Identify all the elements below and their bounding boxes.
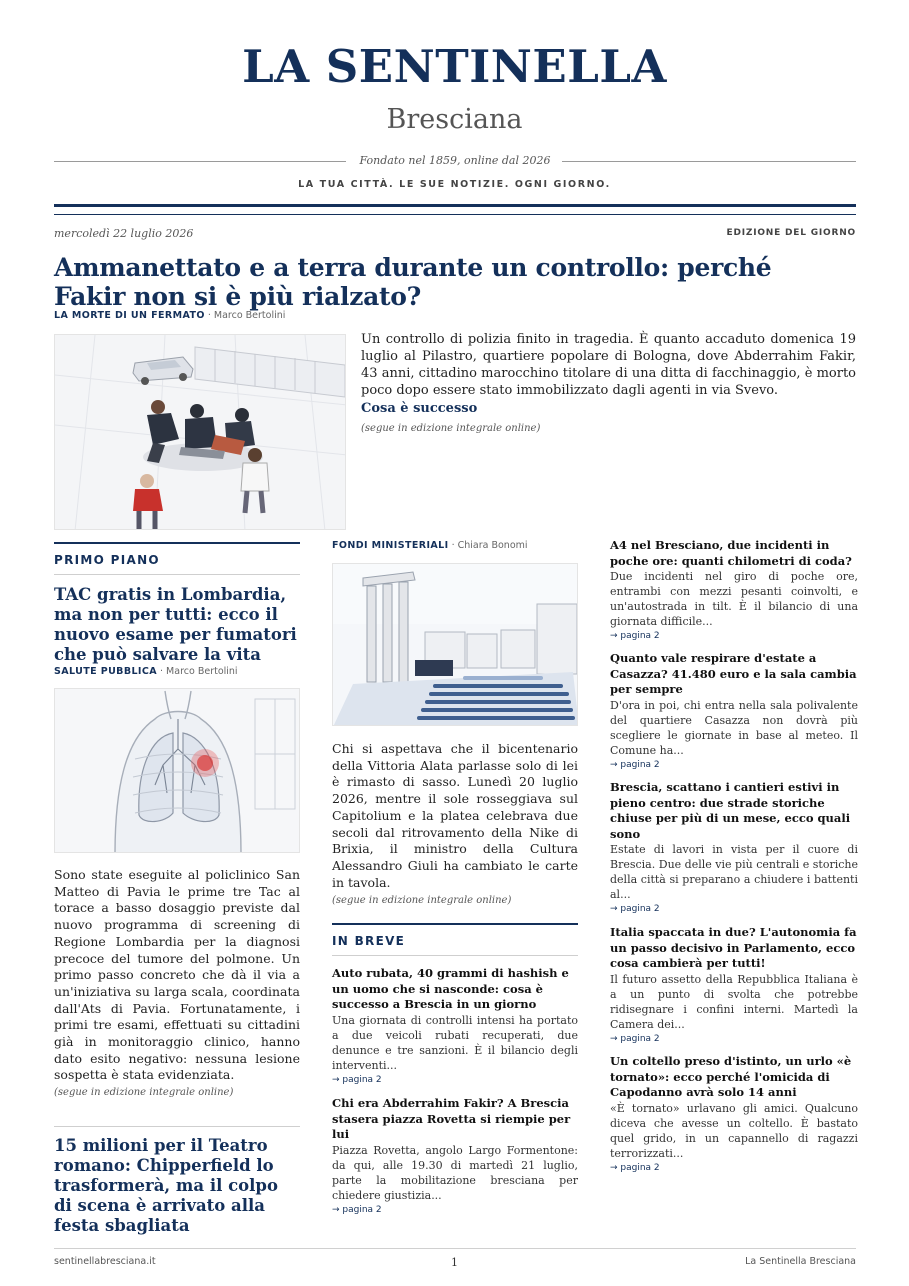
brief-item-title[interactable]: Auto rubata, 40 grammi di hashish e un uomo che si nasconde: cosa è successo a Brescia in un giorno [332, 966, 569, 1011]
fondi-body: Chi si aspettava che il bicentenario della Vittoria Alata parlasse solo di lei è rimasto di sasso. Lunedì 20 luglio 2026, mentre il sole rosseggiava sul Capitolium e la platea celebrava due secoli dal ritrovamento della Nike di Brixia, il ministro della Cultura Alessandro Giuli ha cambiato le carte in tavola. [332, 741, 578, 890]
lead-author: · Marco Bertolini [207, 310, 286, 321]
masthead-rule-thick [54, 204, 856, 207]
primo-piano-author: · Marco Bertolini [160, 666, 238, 677]
in-breve-rule-top [332, 923, 578, 925]
brief-item-page-link[interactable]: → pagina 2 [332, 1204, 382, 1215]
lead-read-more-link[interactable]: Cosa è successo [361, 401, 478, 416]
fondi-kicker: FONDI MINISTERIALI [332, 540, 449, 551]
in-breve-heading: IN BREVE [332, 934, 406, 948]
news-item-title[interactable]: Italia spaccata in due? L'autonomia fa un passo decisivo in Parlamento, ecco cosa cambierà per tutti! [610, 925, 857, 970]
primo-piano-heading: PRIMO PIANO [54, 553, 160, 567]
news-item-page-link[interactable]: → pagina 2 [610, 1162, 660, 1173]
fondi-continued-note: (segue in edizione integrale online) [332, 895, 512, 907]
lead-headline-line2: Fakir non si è più rialzato? [54, 282, 421, 311]
brief-item-text: Una giornata di controlli intensi ha portato a due veicoli rubati recuperati, due denunce e tre sanzioni. È il bilancio degli interventi... [332, 1013, 578, 1072]
news-item-title[interactable]: Quanto vale respirare d'estate a Casazza? 41.480 euro e la sala cambia per sempre [610, 651, 857, 696]
lead-article [361, 331, 856, 437]
footer-site-link[interactable]: sentinellabresciana.it [54, 1256, 156, 1267]
primo-piano-headline[interactable]: TAC gratis in Lombardia, ma non per tutti: ecco il nuovo esame per fumatori che può salvare la vita [54, 585, 297, 664]
news-item-page-link[interactable]: → pagina 2 [610, 1033, 660, 1044]
news-item-text: Due incidenti nel giro di poche ore, entrambi con mezzi pesanti coinvolti, e un'autostrada in tilt. È il bilancio di una giornata difficile... [610, 570, 858, 628]
news-item-text: Estate di lavori in vista per il cuore di Brescia. Due delle vie più centrali e storiche della città si preparano a chiudere i battenti al... [610, 843, 858, 901]
news-item[interactable] [610, 780, 858, 914]
in-breve-rule-bottom [332, 955, 578, 956]
brief-item[interactable] [332, 966, 578, 1085]
primo-piano-byline [54, 666, 238, 677]
edition-label: EDIZIONE DEL GIORNO [726, 228, 856, 238]
footer-page-number: 1 [451, 1256, 458, 1269]
news-item-title[interactable]: Un coltello preso d'istinto, un urlo «è tornato»: ecco perché l'omicida di Capodanno avrà solo 14 anni [610, 1054, 852, 1099]
primo-piano-rule-top [54, 542, 300, 544]
news-item-text: «È tornato» urlavano gli amici. Qualcuno diceva che avesse un coltello. È bastato quel grido, in un capannello di ragazzi terrorizzati... [610, 1101, 858, 1160]
news-item-page-link[interactable]: → pagina 2 [610, 904, 660, 914]
lungs-scan-illustration [55, 689, 300, 853]
lead-headline-line1: Ammanettato e a terra durante un controllo: perché [54, 253, 772, 282]
brief-item-title[interactable]: Chi era Abderrahim Fakir? A Brescia stasera piazza Rovetta si riempie per lui [332, 1096, 571, 1141]
lead-kicker: LA MORTE DI UN FERMATO [54, 310, 205, 321]
primo-piano-kicker: SALUTE PUBBLICA [54, 666, 157, 677]
primo-piano-divider [54, 1126, 300, 1127]
dateline: mercoledì 22 luglio 2026 [54, 227, 194, 240]
masthead-rule-thin [54, 214, 856, 215]
fondi-article [332, 741, 578, 910]
news-item[interactable] [610, 538, 858, 641]
lead-illustration[interactable] [54, 334, 346, 530]
news-item-page-link[interactable]: → pagina 2 [610, 631, 660, 641]
primo-piano-continued-note: (segue in edizione integrale online) [54, 1087, 234, 1099]
capitolium-ceremony-illustration [333, 564, 578, 726]
fondi-author: · Chiara Bonomi [451, 540, 528, 551]
fondi-byline [332, 540, 528, 551]
arrest-scene-illustration [55, 335, 346, 530]
news-item-text: D'ora in poi, chi entra nella sala polivalente del quartiere Casazza non dovrà più scegliere le giornate in base al meteo. Il Comune ha... [610, 698, 858, 757]
primo-piano-body: Sono state eseguite al policlinico San Matteo di Pavia le prime tre Tac al torace a basso dosaggio previste dal nuovo programma di screening di Regione Lombardia per la diagnosi precoce del tumore del polmone. Un primo passo concreto che dà il via a un'iniziativa su larga scala, coordinata dall'Ats di Pavia. Fortunatamente, i primi tre esami, effettuati su cittadini già in monitoraggio clinico, hanno dato esito negativo: nessuna lesione sospetta è stata evidenziata. [54, 867, 300, 1083]
lungs-illustration[interactable] [54, 688, 300, 853]
news-item[interactable] [610, 1054, 858, 1173]
news-item[interactable] [610, 651, 858, 770]
founded-row [54, 154, 856, 170]
brief-item-page-link[interactable]: → pagina 2 [332, 1074, 382, 1085]
lead-headline[interactable] [54, 253, 854, 311]
founded-line: Fondato nel 1859, online dal 2026 [350, 154, 561, 167]
masthead-subtitle: Bresciana [386, 104, 523, 135]
primo-piano-rule-bottom [54, 574, 300, 575]
masthead-title: LA SENTINELLA [242, 40, 667, 93]
news-item-page-link[interactable]: → pagina 2 [610, 759, 660, 770]
footer-rule [54, 1248, 856, 1249]
brief-item-text: Piazza Rovetta, angolo Largo Formentone: da qui, alle 19.30 di martedì 21 luglio, parte la mobilitazione bresciana per chiedere giustizia... [332, 1143, 578, 1202]
tagline: LA TUA CITTÀ. LE SUE NOTIZIE. OGNI GIORNO. [298, 179, 611, 190]
lead-byline [54, 310, 285, 321]
news-item-title[interactable]: A4 nel Bresciano, due incidenti in poche ore: quanti chilometri di coda? [610, 538, 852, 568]
footer-brand: La Sentinella Bresciana [745, 1256, 856, 1267]
primo-piano-article [54, 867, 300, 1102]
news-item-title[interactable]: Brescia, scattano i cantieri estivi in pieno centro: due strade storiche chiuse per più di un mese, ecco quali sono [610, 780, 851, 841]
news-item-text: Il futuro assetto della Repubblica Italiana è a un punto di svolta che potrebbe ridisegnare i confini interni. Martedì la Camera dei... [610, 972, 858, 1031]
brief-item[interactable] [332, 1096, 578, 1215]
capitolium-illustration[interactable] [332, 563, 578, 726]
teatro-romano-headline[interactable]: 15 milioni per il Teatro romano: Chipperfield lo trasformerà, ma il colpo di scena è arrivato alla festa sbagliata [54, 1136, 278, 1235]
news-item[interactable] [610, 925, 858, 1044]
lead-body: Un controllo di polizia finito in tragedia. È quanto accaduto domenica 19 luglio al Pilastro, quartiere popolare di Bologna, dove Abderrahim Fakir, 43 anni, cittadino marocchino titolare di una ditta di facchinaggio, è morto poco dopo essere stato immobilizzato dagli agenti in via Svevo. [361, 332, 856, 398]
lead-continued-note: (segue in edizione integrale online) [361, 423, 541, 434]
